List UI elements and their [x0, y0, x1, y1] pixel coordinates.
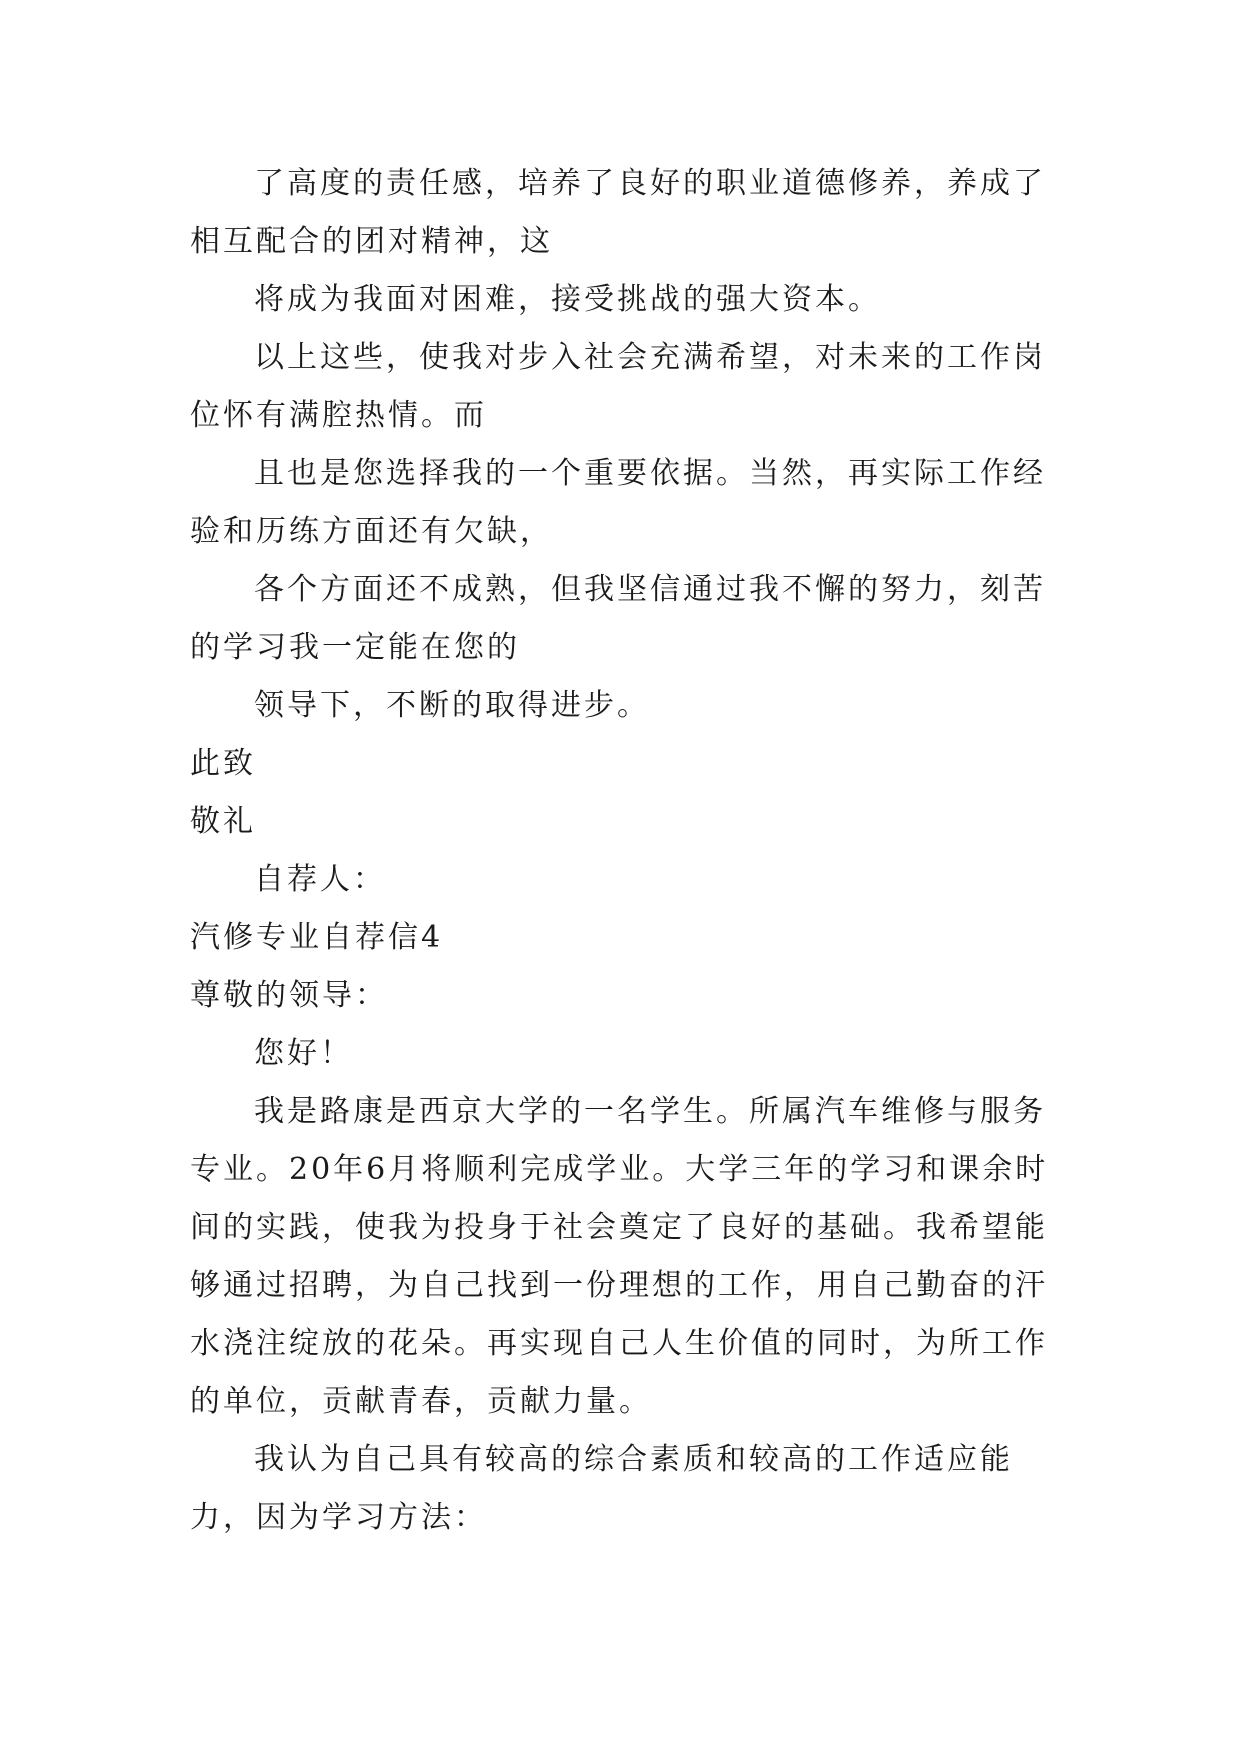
closing-jingli: 敬礼: [190, 804, 256, 839]
salutation: 尊敬的领导：: [190, 978, 388, 1013]
signature-label: 自荐人：: [254, 862, 386, 897]
paragraph-capital: 将成为我面对困难，接受挑战的强大资本。: [254, 282, 881, 317]
document-body: [190, 155, 1052, 1547]
paragraph-hope: 以上这些，使我对步入社会充满希望，对未来的工作岗位怀有满腔热情。而: [190, 340, 1046, 433]
letter-title: 汽修专业自荐信4: [190, 920, 444, 955]
paragraph-progress: 领导下，不断的取得进步。: [254, 688, 650, 723]
paragraph-qualities: 我认为自己具有较高的综合素质和较高的工作适应能力，因为学习方法：: [190, 1442, 1013, 1535]
greeting: 您好！: [254, 1036, 353, 1071]
paragraph-basis: 且也是您选择我的一个重要依据。当然，再实际工作经验和历练方面还有欠缺，: [190, 456, 1046, 549]
paragraph-introduction: 我是路康是西京大学的一名学生。所属汽车维修与服务专业。20年6月将顺利完成学业。大学三年的学习和课余时间的实践，使我为投身于社会奠定了良好的基础。我希望能够通过招聘，为自己找到一份理想的工作，用自己勤奋的汗水浇注绽放的花朵。再实现自己人生价值的同时，为所工作的单位，贡献青春，贡献力量。: [190, 1094, 1049, 1419]
paragraph-responsibility: 了高度的责任感，培养了良好的职业道德修养，养成了相互配合的团对精神，这: [190, 166, 1046, 259]
closing-cizhi: 此致: [190, 746, 256, 781]
paragraph-effort: 各个方面还不成熟，但我坚信通过我不懈的努力，刻苦的学习我一定能在您的: [190, 572, 1046, 665]
